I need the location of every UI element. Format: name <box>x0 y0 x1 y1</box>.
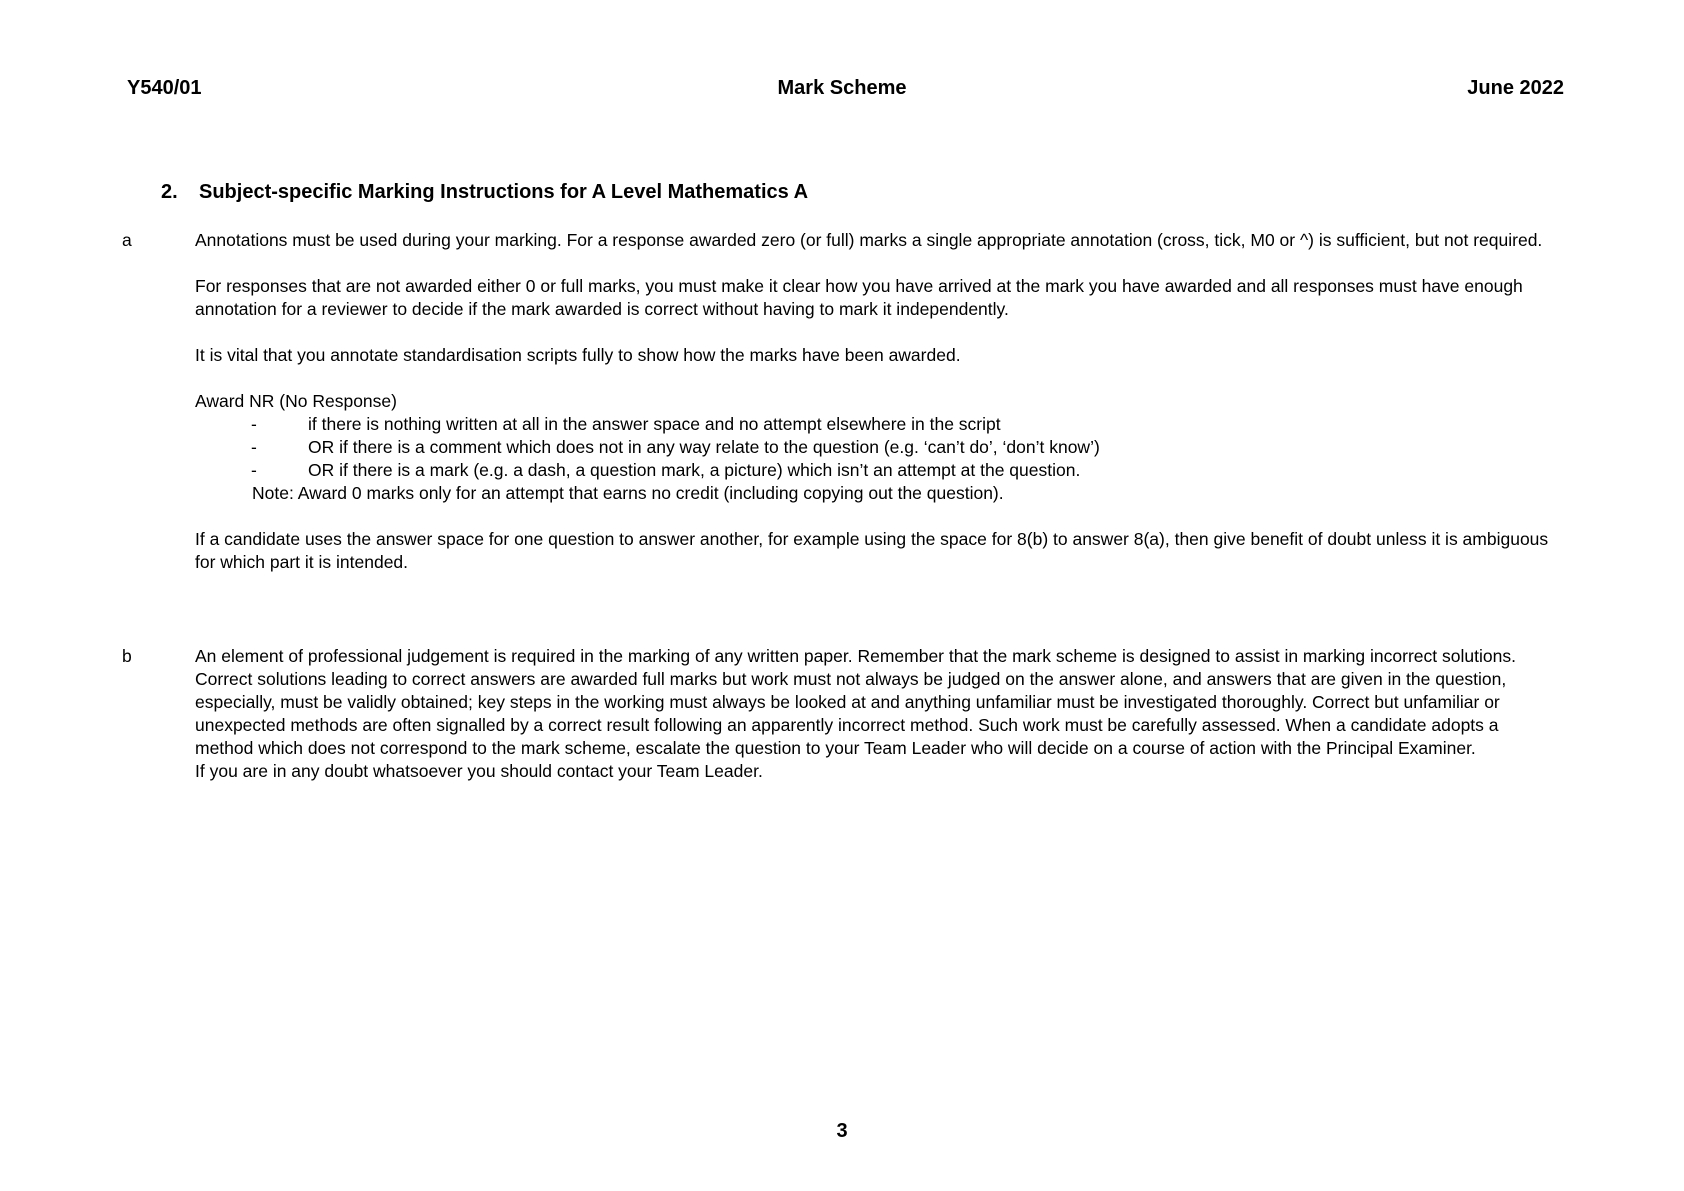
standardisation-paragraph: It is vital that you annotate standardisation scripts fully to show how the marks have been awarded. <box>195 345 961 365</box>
bullet-dash: - <box>251 437 257 457</box>
nr-bullet <box>195 459 1560 482</box>
bullet-dash: - <box>251 460 257 480</box>
nr-bullet <box>195 413 1560 436</box>
instruction-b-letter: b <box>122 646 132 666</box>
nr-bullet-text: OR if there is a mark (e.g. a dash, a question mark, a picture) which isn’t an attempt at the question. <box>308 460 1081 480</box>
answer-space-paragraph: If a candidate uses the answer space for one question to answer another, for example using the space for 8(b) to answer 8(a), then give benefit of doubt unless it is ambiguous for which part it is intended. <box>195 529 1549 572</box>
annotation-paragraph: Annotations must be used during your marking. For a response awarded zero (or full) marks a single appropriate annotation (cross, tick, M0 or ^) is sufficient, but not required. <box>195 230 1543 250</box>
nr-note: Note: Award 0 marks only for an attempt that earns no credit (including copying out the question). <box>252 483 1004 503</box>
nr-bullet <box>195 436 1560 459</box>
instruction-a-letter: a <box>122 230 132 250</box>
partial-marks-paragraph: For responses that are not awarded either 0 or full marks, you must make it clear how you have arrived at the mark you have awarded and all responses must have enough annotation for a reviewer to decide if the mark awarded is correct without having to mark it independently. <box>195 276 1523 319</box>
section-title: Subject-specific Marking Instructions for A Level Mathematics A <box>199 181 809 203</box>
instruction-b-body <box>195 645 1560 783</box>
paper-code: Y540/01 <box>127 77 202 99</box>
section-number: 2. <box>161 181 178 203</box>
no-response-block <box>195 390 1560 505</box>
no-response-heading: Award NR (No Response) <box>195 391 397 411</box>
page-number: 3 <box>836 1120 848 1142</box>
document-title: Mark Scheme <box>777 77 907 99</box>
exam-date: June 2022 <box>1467 77 1564 99</box>
professional-judgement-paragraph: An element of professional judgement is required in the marking of any written paper. Remember that the mark scheme is designed to assist in marking incorrect solutions. Correct solutions leading to correct answers are awarded full marks but work must not always be judged on the answer alone, and answers that are given in the question, especially, must be validly obtained; key steps in the working must always be looked at and anything unfamiliar must be investigated thoroughly. Correct but unfamiliar or unexpected methods are often signalled by a correct result following an apparently incorrect method. Such work must be carefully assessed. When a candidate adopts a method which does not correspond to the mark scheme, escalate the question to your Team Leader who will decide on a course of action with the Principal Examiner. <box>195 646 1516 758</box>
bullet-dash: - <box>251 414 257 434</box>
section-heading <box>161 180 808 204</box>
nr-bullet-text: OR if there is a comment which does not in any way relate to the question (e.g. ‘can’t do’, ‘don’t know’) <box>308 437 1100 457</box>
nr-bullet-text: if there is nothing written at all in the answer space and no attempt elsewhere in the script <box>308 414 1001 434</box>
contact-team-leader-paragraph: If you are in any doubt whatsoever you should contact your Team Leader. <box>195 761 763 781</box>
instruction-a-body <box>195 229 1560 574</box>
